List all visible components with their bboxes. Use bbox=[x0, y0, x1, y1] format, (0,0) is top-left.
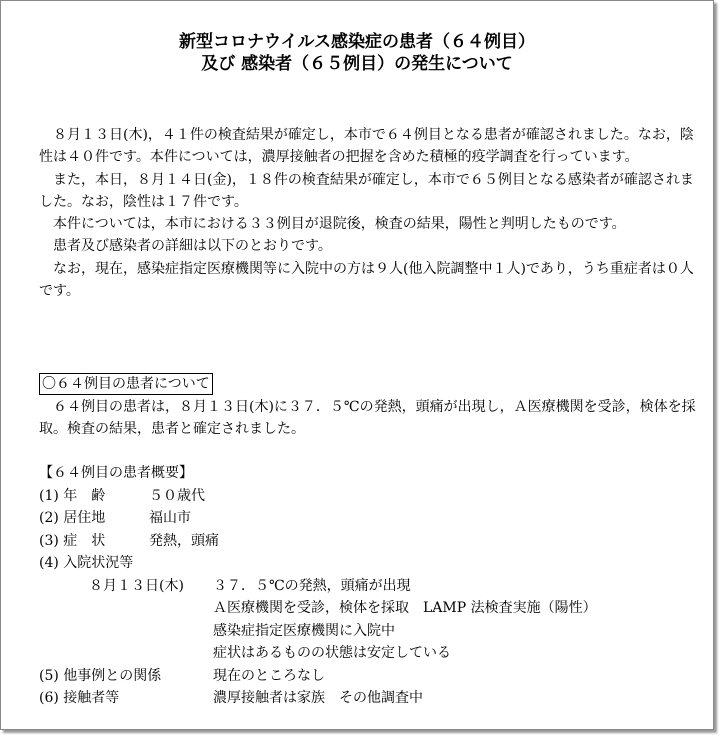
admission-event-4: 症状はあるものの状態は安定している bbox=[213, 645, 451, 661]
overview-age-row bbox=[39, 485, 597, 508]
overview-heading: 【６４例目の患者概要】 bbox=[39, 465, 193, 481]
admission-event-row bbox=[39, 642, 597, 665]
admission-event-3: 感染症指定医療機関に入院中 bbox=[213, 622, 395, 639]
symptoms-label: (3) 症 状 bbox=[39, 532, 106, 549]
section-64-heading: 〇６４例目の患者について bbox=[39, 373, 213, 395]
section-64-body bbox=[39, 396, 699, 441]
age-label: (1) 年 齢 bbox=[39, 487, 106, 504]
section-64-summary: ６４例目の患者は，８月１３日(木)に３７．５℃の発熱，頭痛が出現し，Ａ医療機関を受診，検体を採取。検査の結果，患者と確定されました。 bbox=[39, 399, 696, 438]
residence-label: (2) 居住地 bbox=[39, 510, 106, 526]
contacts-value: 濃厚接触者は家族 その他調査中 bbox=[213, 690, 423, 706]
residence-value: 福山市 bbox=[149, 510, 191, 526]
paragraph-3: 本件については，本市における３３例目が退院後，検査の結果，陽性と判明したものです。 bbox=[53, 216, 626, 233]
relation-value: 現在のところなし bbox=[213, 667, 325, 684]
relation-label: (5) 他事例との関係 bbox=[39, 667, 162, 684]
paragraph-2: また，本日，８月１４日(金)，１８件の検査結果が確定し，本市で６５例目となる感染者が確認されました。なお，陰性は１７件です。 bbox=[39, 171, 694, 210]
title-line-1: 新型コロナウイルス感染症の患者（６４例目） bbox=[179, 32, 535, 52]
admission-event-row bbox=[39, 575, 597, 598]
symptoms-value: 発熱，頭痛 bbox=[149, 532, 219, 549]
overview-admission-row bbox=[39, 552, 597, 575]
paragraph-4: 患者及び感染者の詳細は以下のとおりです。 bbox=[53, 238, 332, 255]
paragraph-1: ８月１３日(木)，４１件の検査結果が確定し，本市で６４例目となる患者が確認されました。なお，陰性は４０件です。本件については，濃厚接触者の把握を含めた積極的疫学調査を行っています。 bbox=[39, 127, 694, 166]
admission-event-2: Ａ医療機関を受診，検体を採取 LAMP 法検査実施（陽性） bbox=[213, 600, 597, 616]
patient-overview bbox=[39, 462, 597, 710]
age-value: ５０歳代 bbox=[149, 487, 205, 504]
admission-date: ８月１３日(木) bbox=[89, 577, 184, 594]
intro-text bbox=[39, 124, 699, 302]
overview-residence-row bbox=[39, 507, 597, 530]
admission-event-row bbox=[39, 597, 597, 620]
contacts-label: (6) 接触者等 bbox=[39, 690, 120, 706]
overview-contacts-row bbox=[39, 687, 597, 710]
overview-relation-row bbox=[39, 665, 597, 688]
admission-event-row bbox=[39, 620, 597, 643]
admission-label: (4) 入院状況等 bbox=[39, 555, 134, 571]
document-title bbox=[1, 31, 713, 75]
title-line-2: 及び 感染者（６５例目）の発生について bbox=[201, 54, 513, 74]
overview-symptoms-row bbox=[39, 530, 597, 553]
admission-event-1: ３７．５℃の発熱，頭痛が出現 bbox=[213, 577, 411, 594]
paragraph-5: なお，現在，感染症指定医療機関等に入院中の方は９人(他入院調整中１人)であり，うち重症者は０人です。 bbox=[39, 260, 694, 300]
